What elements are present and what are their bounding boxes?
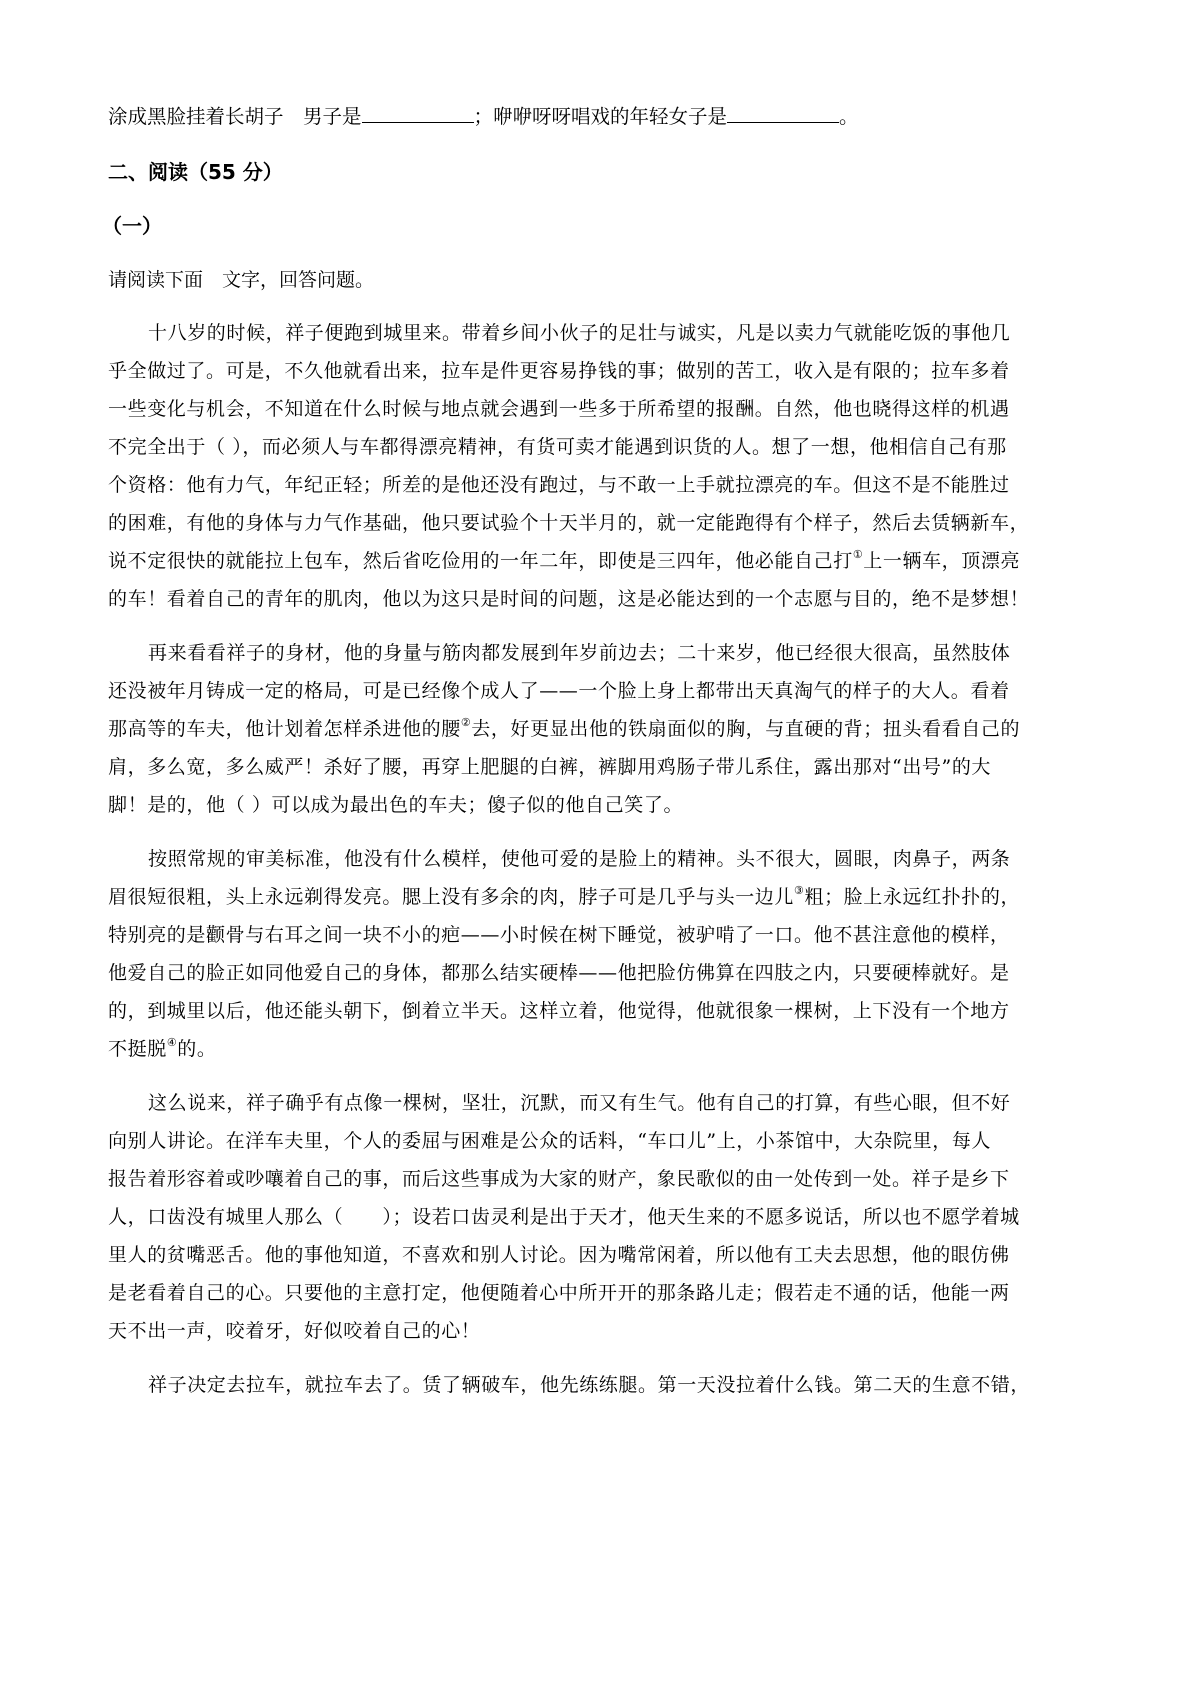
reading-passage — [108, 314, 1092, 1404]
line-text: 说不定很快的就能拉上包车，然后省吃俭用的一年二年，即使是三四年，他必能自己打 — [108, 550, 853, 572]
footnote-marker: ① — [852, 548, 864, 561]
passage-line: 再来看看祥子的身材，他的身量与筋肉都发展到年岁前边去；二十来岁，他已经很大很高，虽然肢体 — [148, 642, 1011, 664]
line-text: 粗；脸上永远红扑扑的， — [804, 886, 1021, 908]
passage-line: 按照常规的审美标准，他没有什么模样，使他可爱的是脸上的精神。头不很大，圆眼，肉鼻子，两条 — [148, 848, 1011, 870]
passage-line: 天不出一声，咬着牙，好似咬着自己的心！ — [108, 1320, 481, 1342]
passage-line: 他爱自己的脸正如同他爱自己的身体，都那么结实硬棒——他把脸仿佛算在四肢之内，只要硬棒就好。是 — [108, 962, 1010, 984]
question-text-part2: ；咿咿呀呀唱戏的年轻女子是 — [473, 105, 728, 128]
passage-line: 乎全做过了。可是，不久他就看出来，拉车是件更容易挣钱的事；做别的苦工，收入是有限的；拉车多着 — [108, 360, 1010, 382]
line-text: 的。 — [177, 1038, 217, 1060]
answer-blank-2[interactable] — [727, 100, 839, 123]
sub-section-heading: （一） — [102, 214, 162, 238]
passage-line — [108, 710, 1092, 748]
passage-line — [108, 542, 1092, 580]
passage-line: 还没被年月铸成一定的格局，可是已经像个成人了——一个脸上身上都带出天真淘气的样子的大人。看着 — [108, 680, 1010, 702]
answer-blank-1[interactable] — [362, 100, 474, 123]
question-text-part3: 。 — [839, 105, 859, 128]
section-heading: 二、阅读（55 分） — [108, 160, 283, 184]
passage-paragraph — [108, 634, 1092, 824]
footnote-marker: ④ — [166, 1036, 178, 1049]
passage-paragraph — [108, 314, 1092, 618]
footnote-marker: ③ — [794, 884, 805, 897]
passage-line: 脚！是的，他（ ）可以成为最出色的车夫；傻子似的他自己笑了。 — [108, 794, 684, 816]
passage-paragraph — [108, 840, 1092, 1068]
passage-line: 的车！看着自己的青年的肌肉，他以为这只是时间的问题，这是必能达到的一个志愿与目的，绝不是梦想！ — [108, 588, 1030, 610]
passage-line: 是老看着自己的心。只要他的主意打定，他便随着心中所开开的那条路儿走；假若走不通的话，他能一两 — [108, 1282, 1010, 1304]
line-text: 眉很短很粗，头上永远剃得发亮。腮上没有多余的肉，脖子可是几乎与头一边儿 — [108, 886, 795, 908]
reading-instruction: 请阅读下面 文字，回答问题。 — [108, 269, 375, 291]
passage-line: 的，到城里以后，他还能头朝下，倒着立半天。这样立着，他觉得，他就很象一棵树，上下没有一个地方 — [108, 1000, 1010, 1022]
passage-line: 的困难，有他的身体与力气作基础，他只要试验个十天半月的，就一定能跑得有个样子，然后去赁辆新车， — [108, 512, 1030, 534]
passage-line: 十八岁的时候，祥子便跑到城里来。带着乡间小伙子的足壮与诚实，凡是以卖力气就能吃饭的事他几 — [148, 322, 1011, 344]
passage-line: 里人的贫嘴恶舌。他的事他知道，不喜欢和别人讨论。因为嘴常闲着，所以他有工夫去思想，他的眼仿佛 — [108, 1244, 1010, 1266]
passage-line: 这么说来，祥子确乎有点像一棵树，坚壮，沉默，而又有生气。他有自己的打算，有些心眼，但不好 — [148, 1092, 1011, 1114]
passage-line: 特别亮的是颧骨与右耳之间一块不小的疤——小时候在树下睡觉，被驴啃了一口。他不甚注意他的模样， — [108, 924, 1010, 946]
passage-line: 个资格：他有力气，年纪正轻；所差的是他还没有跑过，与不敢一上手就拉漂亮的车。但这不是不能胜过 — [108, 474, 1010, 496]
passage-line: 祥子决定去拉车，就拉车去了。赁了辆破车，他先练练腿。第一天没拉着什么钱。第二天的生意不错， — [148, 1374, 1031, 1396]
line-text: 去，好更显出他的铁扇面似的胸，与直硬的背；扭头看看自己的 — [471, 718, 1021, 740]
line-text: 那高等的车夫，他计划着怎样杀进他的腰 — [108, 718, 461, 740]
passage-line — [108, 878, 1092, 916]
line-text: 不挺脱 — [108, 1038, 167, 1060]
footnote-marker: ② — [460, 716, 472, 729]
fill-blank-question — [108, 98, 1092, 136]
passage-line: 不完全出于（ ），而必须人与车都得漂亮精神，有货可卖才能遇到识货的人。想了一想，他相信自己有那 — [108, 436, 1007, 458]
line-text: 上一辆车，顶漂亮 — [863, 550, 1021, 572]
passage-line — [108, 1030, 1092, 1068]
question-text-part1: 涂成黑脸挂着长胡子 男子是 — [108, 105, 362, 128]
passage-paragraph — [108, 1366, 1092, 1404]
passage-line: 人，口齿没有城里人那么（ ）；设若口齿灵利是出于天才，他天生来的不愿多说话，所以也不愿学着城 — [108, 1206, 1020, 1228]
passage-line: 向别人讲论。在洋车夫里，个人的委屈与困难是公众的话料，“车口儿”上，小茶馆中，大杂院里，每人 — [108, 1130, 992, 1152]
passage-line: 肩，多么宽，多么威严！杀好了腰，再穿上肥腿的白裤，裤脚用鸡肠子带儿系住，露出那对“出号”的大 — [108, 756, 992, 778]
passage-line: 报告着形容着或吵嚷着自己的事，而后这些事成为大家的财产，象民歌似的由一处传到一处。祥子是乡下 — [108, 1168, 1010, 1190]
passage-line: 一些变化与机会，不知道在什么时候与地点就会遇到一些多于所希望的报酬。自然，他也晓得这样的机遇 — [108, 398, 1010, 420]
passage-paragraph — [108, 1084, 1092, 1350]
